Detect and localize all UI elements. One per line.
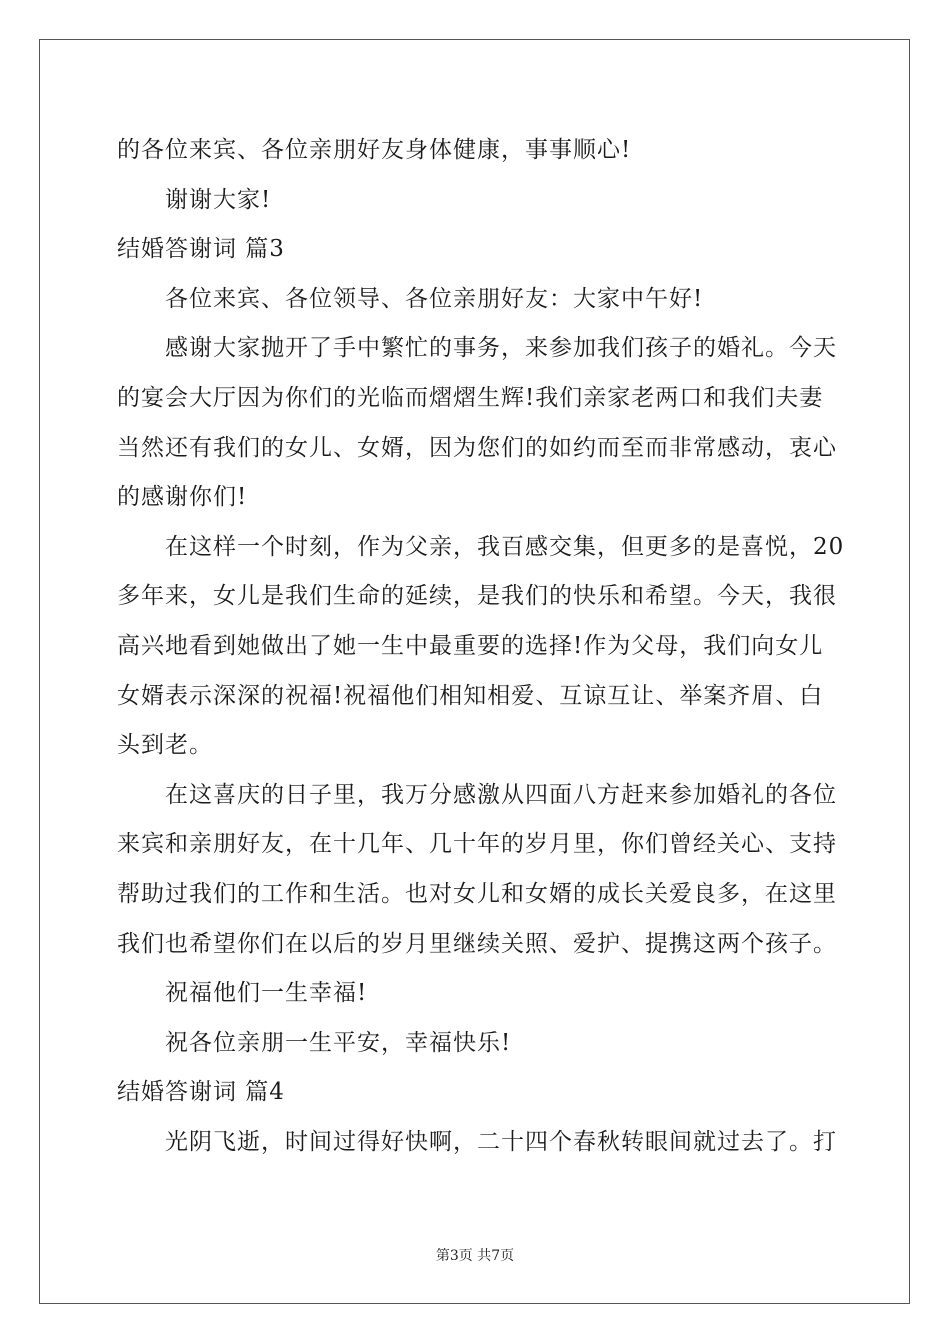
text-line: 的宴会大厅因为你们的光临而熠熠生辉!我们亲家老两口和我们夫妻 <box>117 384 824 411</box>
text-line: 来宾和亲朋好友，在十几年、几十年的岁月里，你们曾经关心、支持 <box>117 831 837 858</box>
section-heading: 结婚答谢词 篇3 <box>117 236 285 263</box>
text-line: 各位来宾、各位领导、各位亲朋好友：大家中午好! <box>165 285 704 312</box>
text-line: 在这喜庆的日子里，我万分感激从四面八方赶来参加婚礼的各位 <box>165 781 837 808</box>
text-line: 高兴地看到她做出了她一生中最重要的选择!作为父母，我们向女儿 <box>117 632 824 659</box>
text-line: 在这样一个时刻，作为父亲，我百感交集，但更多的是喜悦，20 <box>165 533 845 560</box>
text-line: 的感谢你们! <box>117 484 248 511</box>
text-line: 头到老。 <box>117 732 213 759</box>
text-line: 感谢大家抛开了手中繁忙的事务，来参加我们孩子的婚礼。今天 <box>165 335 837 362</box>
text-line: 祝福他们一生幸福! <box>165 980 368 1007</box>
text-line: 谢谢大家! <box>165 186 272 213</box>
text-line: 当然还有我们的女儿、女婿，因为您们的如约而至而非常感动，衷心 <box>117 434 837 461</box>
text-line: 的各位来宾、各位亲朋好友身体健康，事事顺心! <box>117 137 632 163</box>
section-heading: 结婚答谢词 篇4 <box>117 1079 285 1106</box>
text-line: 祝各位亲朋一生平安，幸福快乐! <box>165 1029 512 1056</box>
text-line: 光阴飞逝，时间过得好快啊，二十四个春秋转眼间就过去了。打 <box>165 1128 837 1155</box>
page-number-footer: 第3页 共7页 <box>435 1248 515 1264</box>
text-line: 多年来，女儿是我们生命的延续，是我们的快乐和希望。今天，我很 <box>117 583 837 610</box>
document-body <box>117 126 845 1167</box>
text-line: 女婿表示深深的祝福!祝福他们相知相爱、互谅互让、举案齐眉、白 <box>117 682 824 709</box>
text-line: 我们也希望你们在以后的岁月里继续关照、爱护、提携这两个孩子。 <box>117 930 837 957</box>
text-line: 帮助过我们的工作和生活。也对女儿和女婿的成长关爱良多，在这里 <box>117 880 837 907</box>
